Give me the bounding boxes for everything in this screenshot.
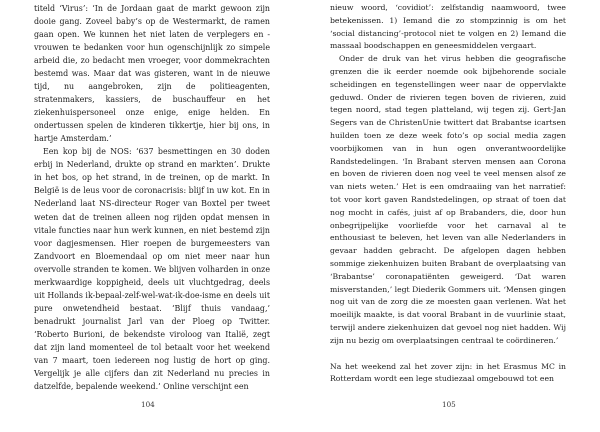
paragraph: nieuw woord, ‘covidiot’: zelfstandig naamwoord, twee betekenissen. 1) Iemand die zo stompzinnig is om het ‘social distancing’-protocol niet te volgen en 2) Iemand die massaal boodschappen en geneesmiddelen vergaart. <box>330 3 566 51</box>
right-page <box>300 0 600 432</box>
paragraph: Onder de druk van het virus hebben die geografische grenzen die ik eerder noemde ook bijbehorende sociale scheidingen en tegenstellingen weer naar de oppervlakte geduwd. Onder de rivieren tegen boven de rivieren, zuid tegen noord, stad tegen platteland, wij tegen zij. Gert-Jan Segers van de ChristenUnie twittert dat Brabantse icartsen huilden toen ze deze week foto’s op social media zagen voorbijkomen van in hun ogen onverantwoordelijke Randstedelingen. ‘In Brabant sterven mensen aan Corona en boven de rivieren doen nog veel te veel mensen alsof ze van niets weten.’ Het is een omdraaiing van het narratief: tot voor kort gaven Randstedelingen, op straat of toen dat nog mocht in cafés, juist af op Brabanders, die, door hun onbegrijpelijke voorliefde voor het carnaval al te enthousiast te beleven, het leven van alle Nederlanders in gevaar hadden gebracht. De afgelopen dagen hebben sommige ziekenhuizen buiten Brabant de overplaatsing van ‘Brabantse’ coronapatiënten geweigerd. ‘Dat waren misverstanden,’ legt Diederik Gommers uit. ‘Mensen gingen nog uit van de zorg die ze moesten gaan verlenen. Wat het moeilijk maakte, is dat vooral Brabant in de vuurlinie staat, terwijl andere ziekenhuizen dat gevoel nog niet hadden. Wij zijn nu bezig om overplaatsingen centraal te coördineren.’ <box>330 54 566 345</box>
paragraph: titeld ‘Virus’: ‘In de Jordaan gaat de markt gewoon zijn dooie gang. Zoveel baby’s op de Westermarkt, de ramen gaan open. We kunnen het niet laten de verplegers en -vrouwen te bedanken voor hun ogenschijnlijk zo simpele arbeid die, zo bedacht men vroeger, voor dommekrachten bestemd was. Maar dat was gisteren, want in de nieuwe tijd, nu aangebroken, zijn de politieagenten, stratenmakers, kassiers, de buschauffeur en het ziekenhuispersoneel onze enige, enige helden. En ondertussen spelen de kinderen tikkertje, hier bij ons, in hartje Amsterdam.’ <box>34 4 270 144</box>
right-page-body <box>330 2 566 386</box>
page-number: 104 <box>141 400 155 409</box>
paragraph: Een kop bij de NOS: ‘637 besmettingen en 30 doden erbij in Nederland, drukte op strand en markten’. Drukte in het bos, op het strand, in de treinen, op de markt. In België is de leus voor de coronacrisis: blijf in uw kot. En in Nederland laat NS-directeur Roger van Boxtel per tweet weten dat de treinen alleen nog rijden opdat mensen in vitale functies naar hun werk kunnen, en niet bestemd zijn voor dagjesmensen. Hier roepen de burgemeesters van Zandvoort en Bloemendaal op om niet meer naar hun overvolle stranden te komen. We blijven volharden in onze merkwaardige koppigheid, deels uit vluchtgedrag, deels uit Hollands ik-bepaal-zelf-wel-wat-ik-doe-isme en deels uit pure onwetendheid bestaat. ‘Blijf thuis vandaag,’ benadrukt journalist Jarl van der Ploeg op Twitter. ‘Roberto Burioni, de bekendste viroloog van Italië, zegt dat zijn land momenteel de tol betaalt voor het weekend van 7 maart, toen iedereen nog lustig de hort op ging. Vergelijk je alle cijfers dan zit Nederland nu precies in datzelfde, bepalende weekend.’ Online verschijnt een <box>34 147 270 391</box>
left-page-body <box>34 2 270 393</box>
page-number: 105 <box>442 400 456 409</box>
paragraph: Na het weekend zal het zover zijn: in het Erasmus MC in Rotterdam wordt een lege studiezaal omgebouwd tot een <box>330 361 566 384</box>
